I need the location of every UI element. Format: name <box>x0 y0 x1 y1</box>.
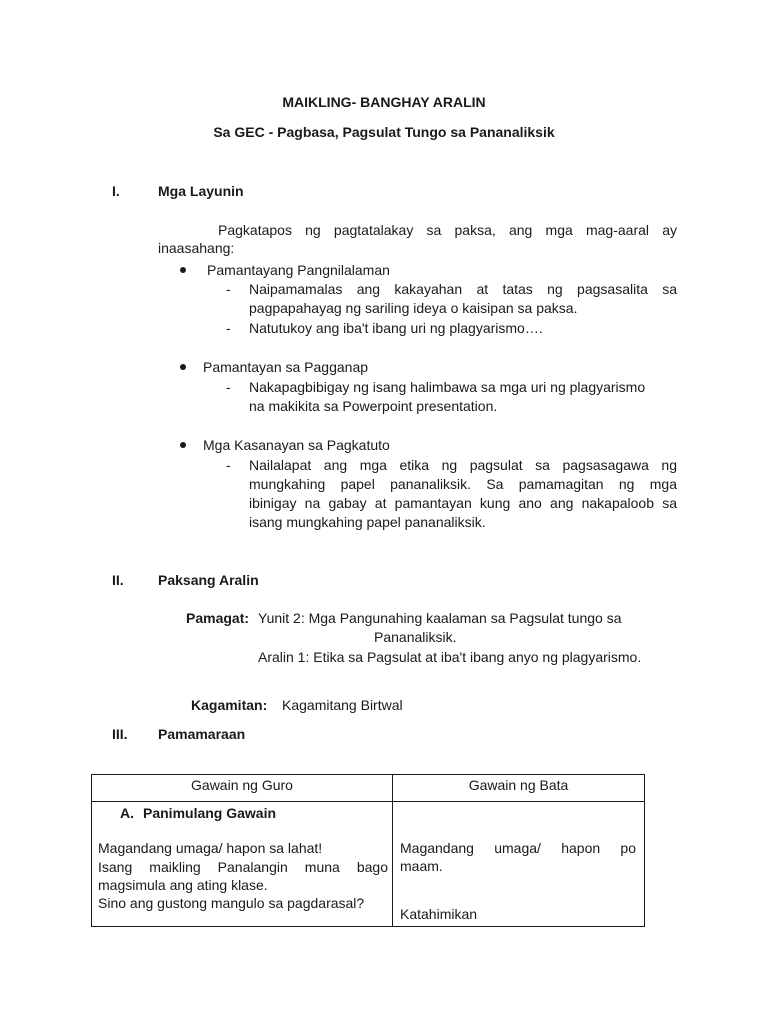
col-header-teacher: Gawain ng Guro <box>92 775 393 802</box>
dash-marker: - <box>226 379 231 395</box>
pamagat-line: Yunit 2: Mga Pangunahing kaalaman sa Pagsulat tungo sa <box>258 610 622 626</box>
table-row <box>92 802 645 927</box>
document-subtitle: Sa GEC - Pagbasa, Pagsulat Tungo sa Pananaliksik <box>213 124 555 140</box>
section-3-numeral: III. <box>112 726 128 742</box>
teacher-line: Magandang umaga/ hapon sa lahat! <box>98 840 323 856</box>
table-header-row <box>92 775 645 802</box>
kagamitan-label: Kagamitan: <box>191 697 268 713</box>
objective-item-line: mungkahing papel pananaliksik. Sa pamamagitan ng mga <box>249 476 677 492</box>
teacher-activity-cell <box>92 802 393 927</box>
activities-table <box>91 774 645 927</box>
teacher-line: magsimula ang ating klase. <box>98 877 268 893</box>
kagamitan-value: Kagamitang Birtwal <box>282 697 403 713</box>
dash-marker: - <box>226 457 231 473</box>
student-line: Katahimikan <box>400 906 478 922</box>
dash-marker: - <box>226 320 231 336</box>
student-line: Magandang umaga/ hapon po <box>400 840 636 856</box>
objectives-intro-line1: Pagkatapos ng pagtatalakay sa paksa, ang mga mag-aaral ay <box>218 222 677 238</box>
objective-item-line: Nakapagbibigay ng isang halimbawa sa mga uri ng plagyarismo <box>249 379 646 395</box>
objective-category-learning-skills: Mga Kasanayan sa Pagkatuto <box>203 437 390 453</box>
section-3-heading: Pamamaraan <box>158 726 246 742</box>
sub-section-label: A. <box>120 805 134 821</box>
objective-item-line: Naipamamalas ang kakayahan at tatas ng pagsasalita sa <box>249 281 677 297</box>
section-1-heading: Mga Layunin <box>158 183 244 199</box>
objective-item-line: na makikita sa Powerpoint presentation. <box>249 398 498 414</box>
objective-category-performance-standard: Pamantayan sa Pagganap <box>203 359 369 375</box>
sub-section-heading: Panimulang Gawain <box>143 805 277 821</box>
objective-item-line: Natutukoy ang iba't ibang uri ng plagyarismo…. <box>249 320 543 336</box>
teacher-line: Isang maikling Panalangin muna bago <box>98 859 388 875</box>
section-2-numeral: II. <box>112 572 124 588</box>
objectives-intro-line2: inaasahang: <box>158 240 235 256</box>
bullet-dot <box>180 364 186 370</box>
pamagat-line: Pananaliksik. <box>374 629 457 645</box>
section-1-numeral: I. <box>112 183 120 199</box>
bullet-dot <box>180 267 186 273</box>
dash-marker: - <box>226 281 231 297</box>
objective-item-line: isang mungkahing papel pananaliksik. <box>249 514 486 530</box>
pamagat-label: Pamagat: <box>186 610 250 626</box>
pamagat-line: Aralin 1: Etika sa Pagsulat at iba't ibang anyo ng plagyarismo. <box>258 649 642 665</box>
objective-item-line: pagpapahayag ng sariling ideya o kaisipan sa paksa. <box>249 300 578 316</box>
document-title: MAIKLING- BANGHAY ARALIN <box>282 94 486 110</box>
col-header-student: Gawain ng Bata <box>393 775 645 802</box>
objective-item-line: ibinigay na gabay at pamantayan kung ano ang nakapaloob sa <box>249 495 677 511</box>
objective-category-content-standard: Pamantayang Pangnilalaman <box>207 262 390 278</box>
section-2-heading: Paksang Aralin <box>158 572 259 588</box>
student-line: maam. <box>400 858 443 874</box>
teacher-line: Sino ang gustong mangulo sa pagdarasal? <box>98 895 365 911</box>
student-activity-cell <box>393 802 645 927</box>
bullet-dot <box>180 442 186 448</box>
objective-item-line: Nailalapat ang mga etika ng pagsulat sa pagsasagawa ng <box>249 457 677 473</box>
